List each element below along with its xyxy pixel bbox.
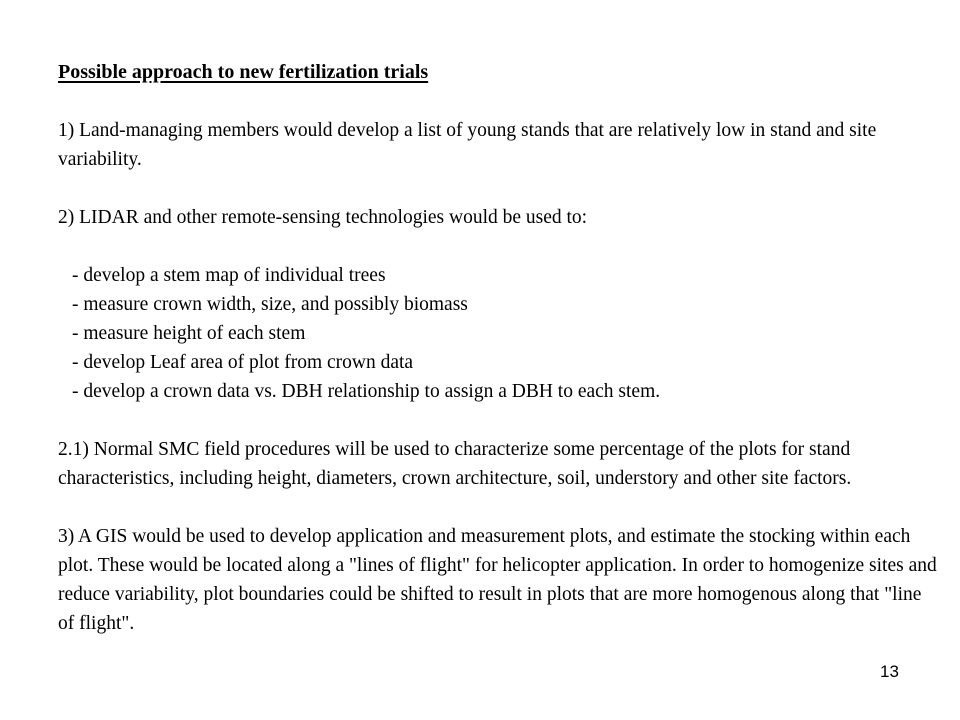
bullet-item: - measure crown width, size, and possibly biomass xyxy=(72,294,468,315)
spacer xyxy=(58,493,938,522)
bullet-item: - develop Leaf area of plot from crown data xyxy=(72,352,414,373)
slide-content xyxy=(58,58,938,638)
spacer xyxy=(58,406,938,435)
bullet-item: - develop a stem map of individual trees xyxy=(72,265,386,286)
paragraph-3: 3) A GIS would be used to develop application and measurement plots, and estimate the stocking within each plot. These would be located along a "lines of flight" for helicopter application. In order to homogenize sites and reduce variability, plot boundaries could be shifted to result in plots that are more homogenous along that "line of flight". xyxy=(58,526,937,634)
bullet-item: - develop a crown data vs. DBH relationship to assign a DBH to each stem. xyxy=(72,381,661,402)
paragraph-2-1: 2.1) Normal SMC field procedures will be used to characterize some percentage of the plots for stand characteristics, including height, diameters, crown architecture, soil, understory and other site factors. xyxy=(58,439,852,489)
spacer xyxy=(58,174,938,203)
bullet-item: - measure height of each stem xyxy=(72,323,306,344)
paragraph-2: 2) LIDAR and other remote-sensing technologies would be used to: xyxy=(58,207,588,228)
spacer xyxy=(58,232,938,261)
spacer xyxy=(58,87,938,116)
bullet-list xyxy=(58,261,938,406)
page-number: 13 xyxy=(880,662,899,681)
paragraph-1: 1) Land-managing members would develop a list of young stands that are relatively low in stand and site variability. xyxy=(58,120,877,170)
slide-title: Possible approach to new fertilization trials xyxy=(58,61,429,83)
